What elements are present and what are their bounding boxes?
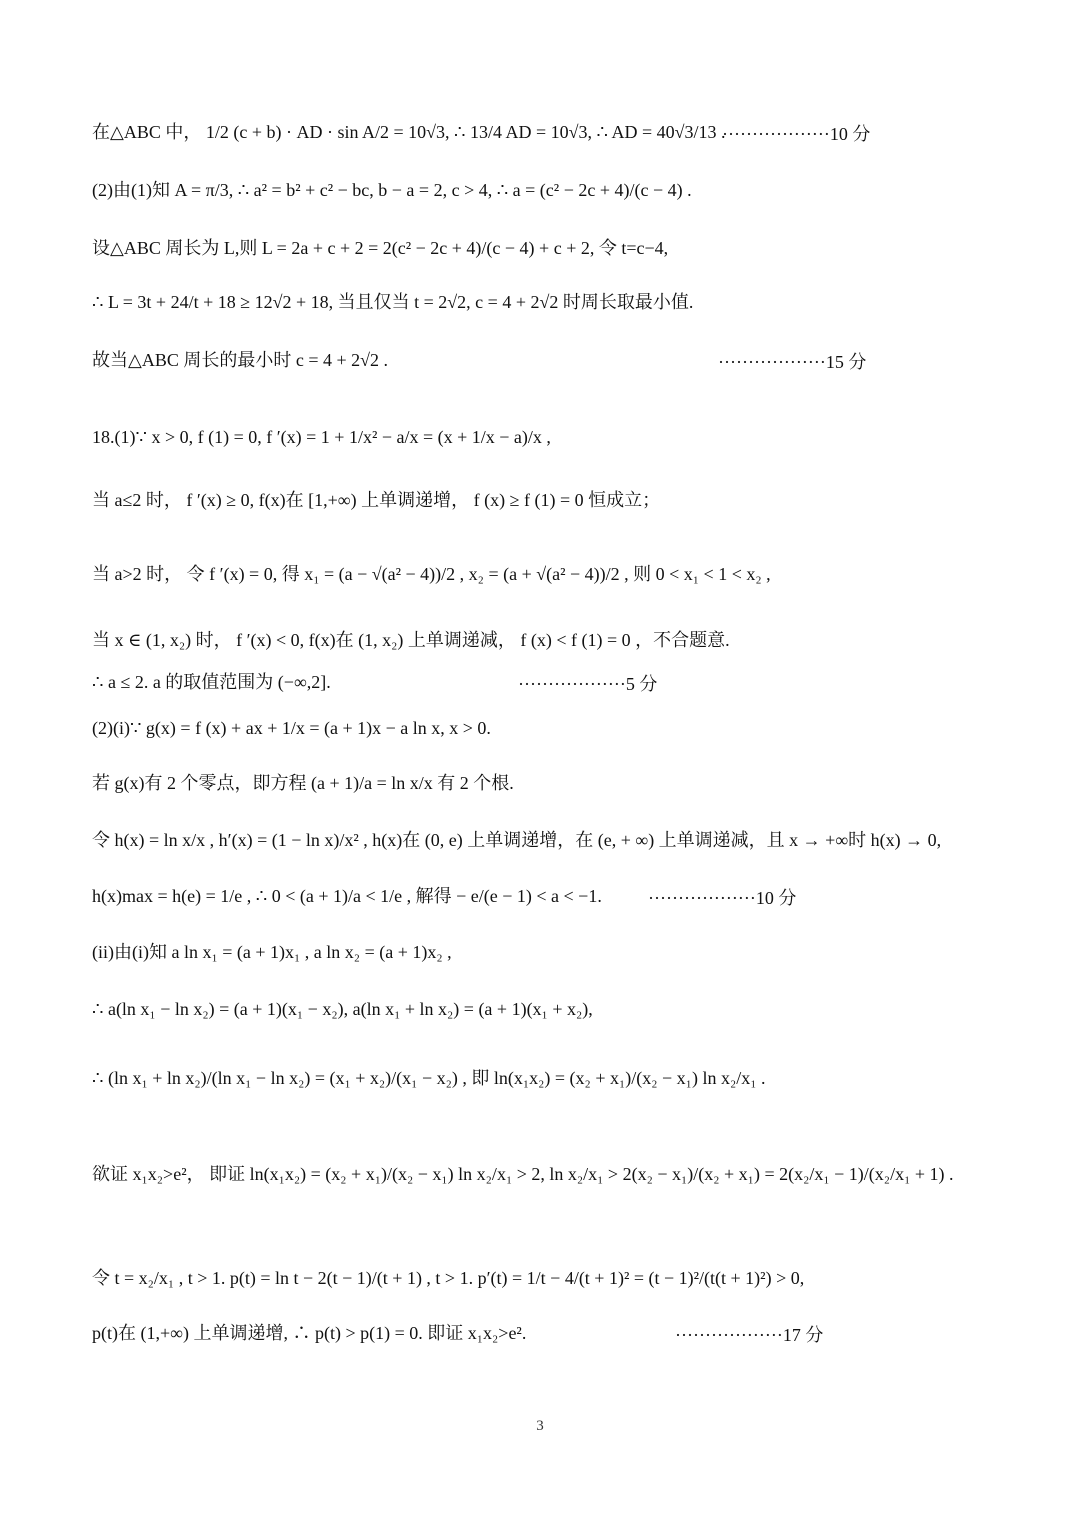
line-5: 故当△ABC 周长的最小时 c = 4 + 2√2 . [92, 350, 389, 370]
line-1: 在△ABC 中， 1/2 (c + b) · AD · sin A/2 = 10√3, ∴ 13/4 AD = 10√3, ∴ AD = 40√3/13 . [92, 122, 726, 142]
score-5: ··················5 分 [518, 674, 658, 694]
line-17: ∴ (ln x₁ + ln x₂)/(ln x₁ − ln x₂) = (x₁ + x₂)/(x₁ − x₂) , 即 ln(x₁x₂) = (x₂ + x₁)/(x₂ − x₁) ln x₂/x₁ . [92, 1068, 766, 1088]
line-16: ∴ a(ln x₁ − ln x₂) = (a + 1)(x₁ − x₂), a(ln x₁ + ln x₂) = (a + 1)(x₁ + x₂), [92, 999, 593, 1019]
page-number: 3 [536, 1418, 544, 1434]
line-13: 令 h(x) = ln x/x , h′(x) = (1 − ln x)/x² , h(x)在 (0, e) 上单调递增，在 (e, + ∞) 上单调递减，且 x → +∞时 h(x) → 0, [92, 830, 942, 850]
line-12: 若 g(x)有 2 个零点，即方程 (a + 1)/a = ln x/x 有 2 个根. [92, 773, 514, 793]
line-7: 当 a≤2 时， f ′(x) ≥ 0, f(x)在 [1,+∞) 上单调递增， f (x) ≥ f (1) = 0 恒成立； [92, 490, 661, 510]
line-3: 设△ABC 周长为 L,则 L = 2a + c + 2 = 2(c² − 2c + 4)/(c − 4) + c + 2, 令 t=c−4, [92, 238, 669, 258]
line-4: ∴ L = 3t + 24/t + 18 ≥ 12√2 + 18, 当且仅当 t = 2√2, c = 4 + 2√2 时周长取最小值. [92, 292, 694, 312]
line-18: 欲证 x₁x₂>e²， 即证 ln(x₁x₂) = (x₂ + x₁)/(x₂ − x₁) ln x₂/x₁ > 2, ln x₂/x₁ > 2(x₂ − x₁)/(x₂ + x₁) = 2(x₂/x₁ − 1)/(x₂/x₁ + 1) . [92, 1164, 954, 1184]
line-20: p(t)在 (1,+∞) 上单调递增, ∴ p(t) > p(1) = 0. 即证 x₁x₂>e². [92, 1323, 527, 1343]
line-8: 当 a>2 时， 令 f ′(x) = 0, 得 x₁ = (a − √(a² − 4))/2 , x₂ = (a + √(a² − 4))/2 , 则 0 < x₁ < 1 < x₂ , [92, 564, 771, 584]
line-11: (2)(i)∵ g(x) = f (x) + ax + 1/x = (a + 1)x − a ln x, x > 0. [92, 718, 491, 738]
score-10-a: ··················10 分 [722, 124, 871, 144]
line-6: 18.(1)∵ x > 0, f (1) = 0, f ′(x) = 1 + 1/x² − a/x = (x + 1/x − a)/x , [92, 427, 551, 447]
line-9: 当 x ∈ (1, x₂) 时， f ′(x) < 0, f(x)在 (1, x₂) 上单调递减， f (x) < f (1) = 0 ，不合题意. [92, 630, 730, 650]
line-19: 令 t = x₂/x₁ , t > 1. p(t) = ln t − 2(t − 1)/(t + 1) , t > 1. p′(t) = 1/t − 4/(t + 1)² = (t − 1)²/(t(t + 1)²) > 0, [92, 1268, 805, 1288]
score-17: ··················17 分 [675, 1325, 824, 1345]
line-15: (ii)由(i)知 a ln x₁ = (a + 1)x₁ , a ln x₂ = (a + 1)x₂ , [92, 942, 452, 962]
line-2: (2)由(1)知 A = π/3, ∴ a² = b² + c² − bc, b − a = 2, c > 4, ∴ a = (c² − 2c + 4)/(c − 4) . [92, 180, 692, 200]
score-15: ··················15 分 [718, 352, 867, 372]
line-10: ∴ a ≤ 2. a 的取值范围为 (−∞,2]. [92, 672, 331, 692]
score-10-b: ··················10 分 [648, 888, 797, 908]
line-14: h(x)max = h(e) = 1/e , ∴ 0 < (a + 1)/a < 1/e , 解得 − e/(e − 1) < a < −1. [92, 886, 602, 906]
